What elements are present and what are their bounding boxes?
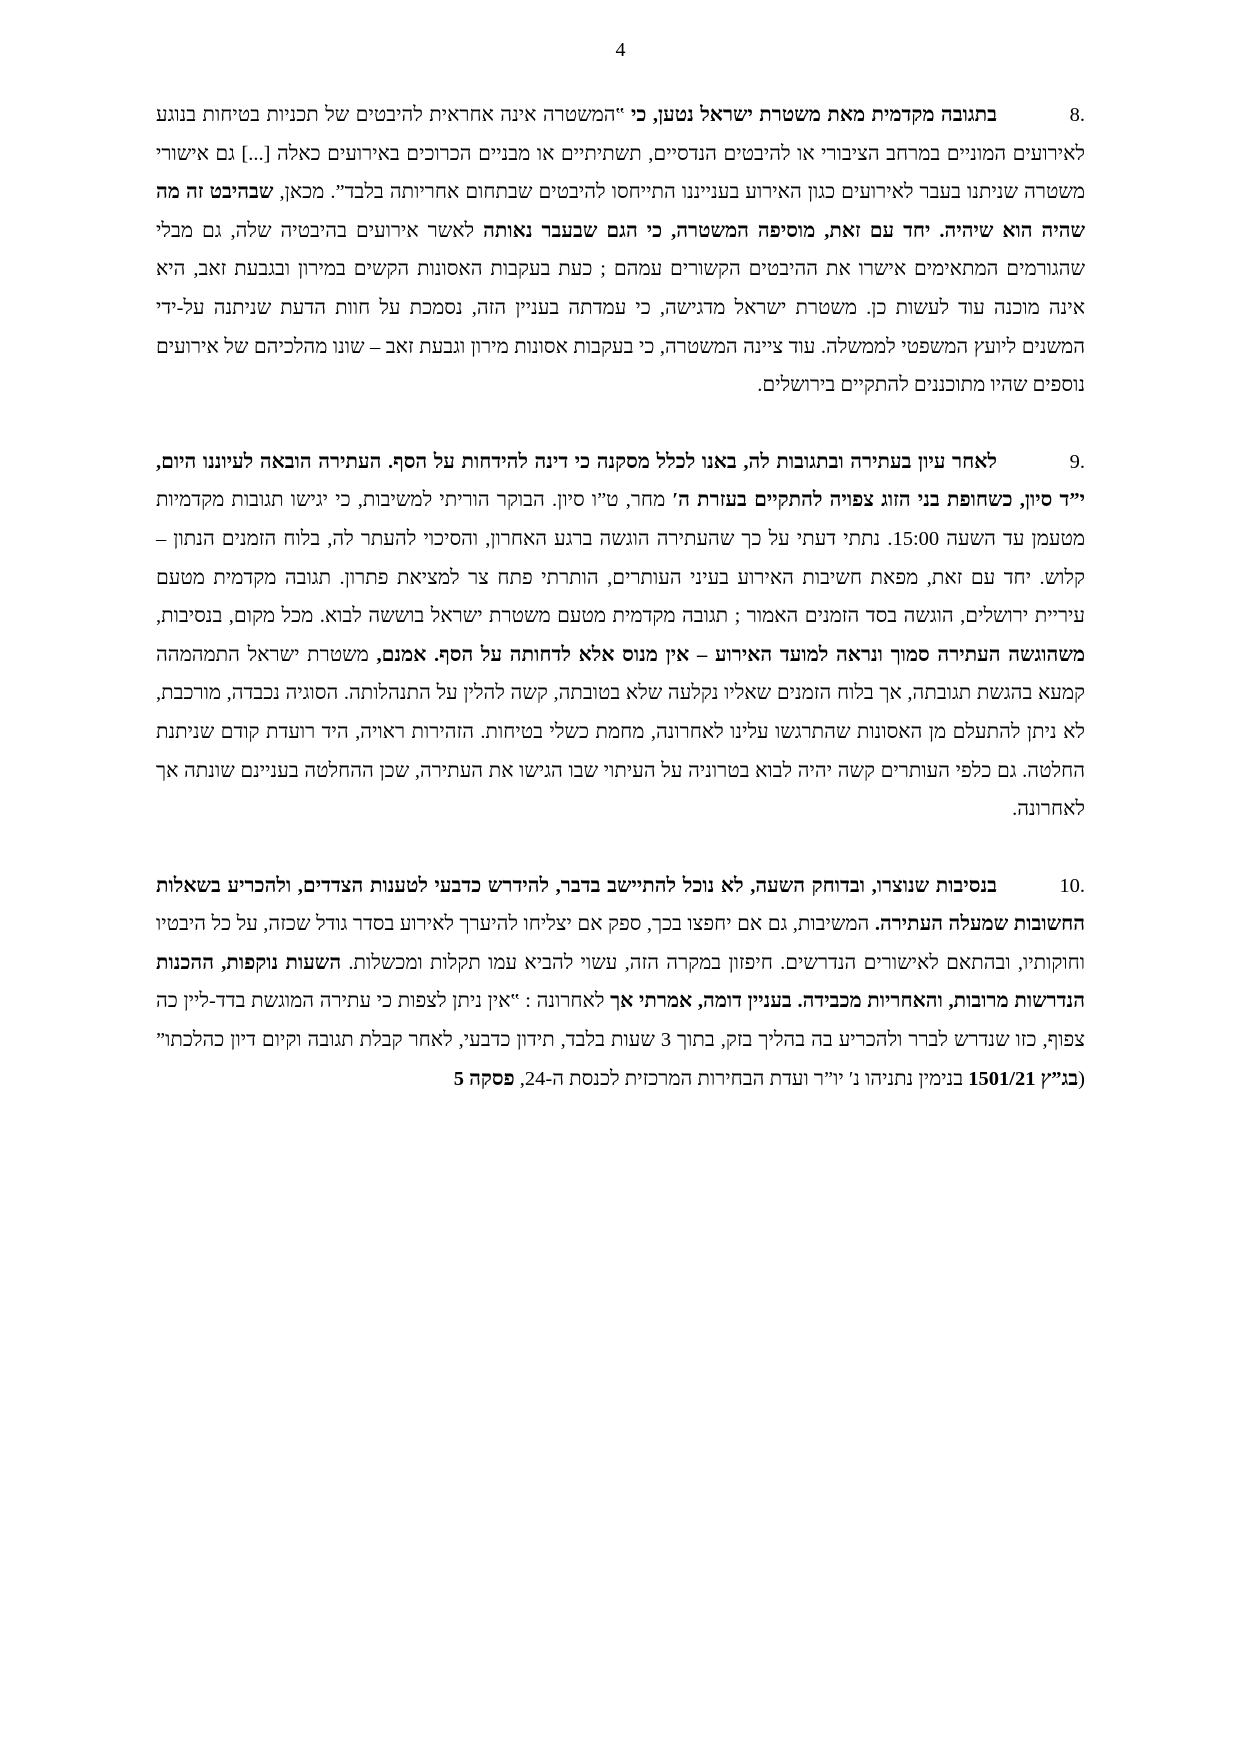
paragraph-10-text-1: המשיבות, גם אם יחפצו בכך, ספק אם יצליחו להיערך לאירוע בסדר גודל שכזה, על כל היבטיו וחוקותיו, ובהתאם לאישורים הנדרשים. חיפזון במקרה הזה, עשוי להביא עמו תקלות ומכשלות. — [156, 913, 1086, 974]
paragraph-9 — [156, 443, 1085, 829]
paragraph-10-number: 10. — [1059, 874, 1085, 897]
paragraph-10-citation-mid: בנימין נתניהו נ′ יו”ר ועדת הבחירות המרכזית לכנסת ה-24, — [514, 1067, 969, 1090]
document-body — [156, 96, 1085, 1098]
paragraph-9-text-2: משטרת ישראל התמהמהה קמעא בהגשת תגובתה, אך בלוח הזמנים שאליו נקלעה שלא בטובתה, קשה להלין על התנהלותה. הסוגיה נכבדה, מורכבת, לא ניתן להתעלם מן האסונות שהתרגשו עלינו לאחרונה, מחמת כשלי בטיחות. הזהירות ראויה, היד רועדת קודם שניתנת החלטה. גם כלפי העותרים קשה יהיה לבוא בטרוניה על העיתוי שבו הגישו את העתירה, שכן ההחלטה בעניינם שונתה אך לאחרונה. — [156, 643, 1085, 821]
paragraph-10-citation-section: פסקה 5 — [453, 1067, 515, 1090]
paragraph-9-text-1: מחר, ט”ו סיון. הבוקר הוריתי למשיבות, כי יגישו תגובות מקדמיות מטעמן עד השעה 15:00. נתתי דעתי על כך שהעתירה הוגשה ברגע האחרון, והסיכוי להעתר לה, בלוח הזמנים הנתון – קלוש. יחד עם זאת, מפאת חשיבות האירוע בעיני העותרים, הותרתי פתח צר למציאת פתרון. תגובה מקדמית מטעם עיריית ירושלים, הוגשה בסד הזמנים האמור ; תגובה מקדמית מטעם משטרת ישראל בוששה לבוא. מכל מקום, בנסיבות, — [156, 489, 1086, 628]
paragraph-10-lead-bold: בנסיבות שנוצרו, ובדוחק השעה, לא נוכל להתיישב בדבר, להידרש כדבעי לטענות הצדדים, ולהכריע בשאלות החשובות שמעלה העתירה. — [156, 874, 1086, 936]
paragraph-9-number: 9. — [1069, 450, 1085, 473]
paragraph-9-bold-2: משהוגשה העתירה סמוך ונראה למועד האירוע – אין מנוס אלא לדחותה על הסף. אמנם, — [368, 643, 1085, 666]
paragraph-10 — [156, 867, 1085, 1099]
paragraph-10-citation-case: בג”ץ 1501/21 — [968, 1067, 1079, 1090]
paragraph-8-text-1: ‟המשטרה אינה אחראית להיבטים של תכניות בטיחות בנוגע לאירועים המוניים במרחב הציבורי או להיבטים הנדסיים, תשתיתיים או מבניים הכרוכים באירועים כאלה [...] גם אישורי משטרה שניתנו בעבר לאירועים כגון האירוע בענייננו התייחסו להיבטים שבתחום אחריותה בלבד”. מכאן, — [156, 104, 1085, 204]
page-number: 4 — [615, 39, 626, 61]
paragraph-10-text-2: לאחרונה : ‟אין ניתן לצפות כי עתירה המוגשת בדד-ליין כה צפוף, כזו שנדרש לברר ולהכריע בה בהליך בזק, בתוך 3 שעות בלבד, תידון כדבעי, לאחר קבלת תגובה וקיום דיון כהלכתו” — [156, 990, 1085, 1052]
paragraph-8-bold-2: שבהיבט זה מה שהיה הוא שיהיה. יחד עם זאת, מוסיפה המשטרה, כי הגם שבעבר נאותה — [156, 181, 1085, 242]
paragraph-8-lead-bold: בתגובה מקדמית מאת משטרת ישראל נטען, כי — [624, 104, 997, 126]
paragraph-8-text-2: לאשר אירועים בהיבטיה שלה, גם מבלי שהגורמים המתאימים אישרו את ההיבטים הקשורים עמהם ; כעת בעקבות האסונות הקשים במירון ובגבעת זאב, היא אינה מוכנה עוד לעשות כן. משטרת ישראל מדגישה, כי עמדתה בעניין הזה, נסמכת על חוות הדעת שניתנה על-ידי המשנים ליועץ המשפטי לממשלה. עוד ציינה המשטרה, כי בעקבות אסונות מירון וגבעת זאב – שונו מהלכיהם של אירועים נוספים שהיו מתוכננים להתקיים בירושלים. — [156, 219, 1085, 397]
paragraph-10-citation-open: ( — [1078, 1067, 1085, 1090]
paragraph-9-lead-bold: לאחר עיון בעתירה ובתגובות לה, באנו לכלל מסקנה כי דינה להידחות על הסף. העתירה הובאה לעיוננו היום, י”ד סיון, כשחופת בני הזוג צפויה להתקיים בעזרת ה′ — [156, 450, 1085, 512]
paragraph-10-bold-2: השעות נוקפות, ההכנות הנדרשות מרובות, והאחריות מכבידה. בעניין דומה, אמרתי אך — [156, 951, 1085, 1013]
paragraph-8-number: 8. — [1069, 104, 1085, 126]
paragraph-8 — [156, 96, 1085, 405]
